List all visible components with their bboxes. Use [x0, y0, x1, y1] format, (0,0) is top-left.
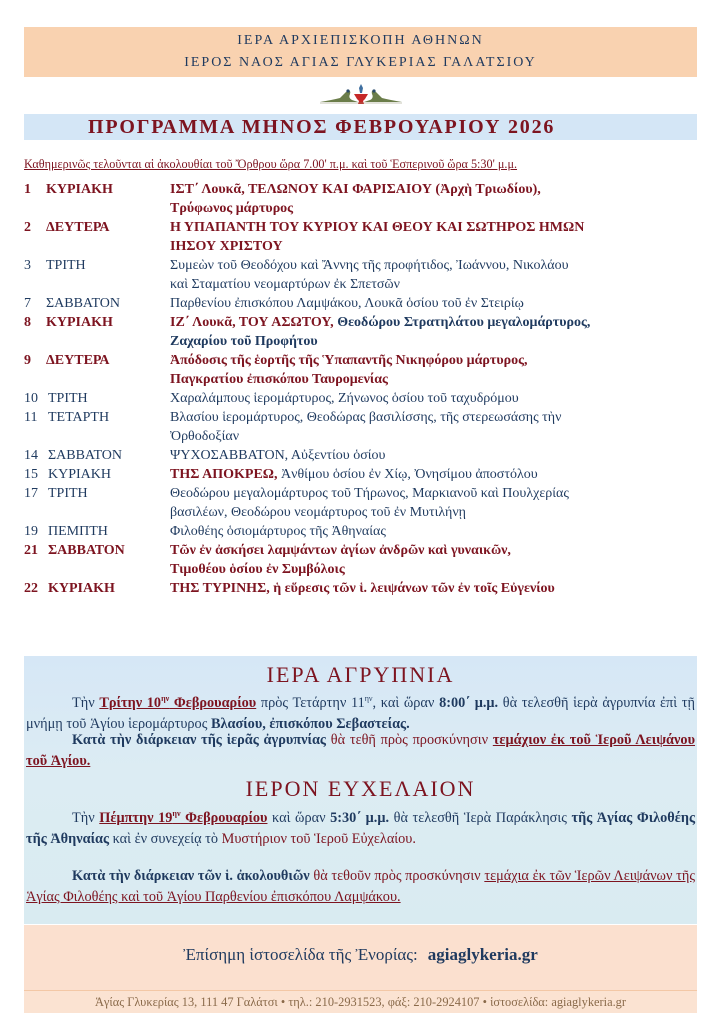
celebration-line — [170, 484, 710, 503]
weekday: ΤΡΙΤΗ — [48, 391, 88, 406]
schedule-row — [24, 541, 704, 579]
celebration-line — [170, 294, 710, 313]
weekday: ΣΑΒΒΑΤΟΝ — [48, 448, 123, 463]
weekday: ΚΥΡΙΑΚΗ — [48, 467, 111, 482]
celebration — [170, 446, 710, 465]
unction-paragraph-1 — [26, 803, 695, 850]
celebration — [170, 465, 710, 484]
text: πρὸς Τετάρτην 11 — [256, 694, 365, 711]
superscript: ην — [161, 694, 170, 703]
text: θὰ τεθοῦν πρὸς προσκύνησιν — [313, 868, 485, 884]
day-number: 11 — [24, 410, 38, 425]
text-segment: Ὀρθοδοξίαν — [170, 429, 240, 444]
unction-section — [24, 774, 697, 924]
schedule-row — [24, 408, 704, 446]
schedule-row — [24, 446, 704, 465]
celebration — [170, 256, 710, 294]
text-segment: Τρύφωνος μάρτυρος — [170, 201, 294, 216]
unction-title: ΙΕΡΟΝ ΕΥΧΕΛΑΙΟΝ — [245, 776, 476, 801]
celebration — [170, 522, 710, 541]
weekday: ΚΥΡΙΑΚΗ — [46, 315, 113, 330]
weekday: ΣΑΒΒΑΤΟΝ — [46, 296, 121, 311]
text-segment: ΙΖ΄ Λουκᾶ, ΤΟΥ ΑΣΩΤΟΥ, — [170, 315, 334, 330]
weekday: ΤΡΙΤΗ — [46, 258, 86, 273]
celebration-line — [170, 522, 710, 541]
day-number: 22 — [24, 581, 38, 596]
schedule-row — [24, 579, 704, 598]
text-segment: ΙΗΣΟΥ ΧΡΙΣΤΟΥ — [170, 239, 283, 254]
vigil-paragraph-2 — [26, 730, 695, 772]
footer-phone: τηλ.: 210-2931523, φάξ: 210-2924107 — [288, 995, 480, 1009]
text-segment: βασιλέων, Θεοδώρου νεομάρτυρος τοῦ ἐν Μυτιλήνῃ — [170, 505, 467, 520]
text: Τρίτην 10 — [99, 694, 162, 711]
schedule-row — [24, 313, 704, 351]
vigil-title: ΙΕΡΑ ΑΓΡΥΠΝΙΑ — [266, 662, 455, 687]
schedule-row — [24, 389, 704, 408]
unction-time: 5:30΄ μ.μ. — [330, 809, 390, 826]
weekday: ΠΕΜΠΤΗ — [48, 524, 108, 539]
daily-services-note: Καθημερινῶς τελοῦνται αἱ ἀκολουθίαι τοῦ Ὄρθρου ὥρα 7.00' π.μ. καὶ τοῦ Ἑσπερινοῦ ὥρα 5:30' μ.μ. — [24, 157, 518, 171]
website-link[interactable]: agiaglykeria.gr — [427, 945, 538, 964]
celebration-line — [170, 446, 710, 465]
schedule-row — [24, 351, 704, 389]
schedule-list — [24, 180, 704, 598]
text-segment: Ἀνθίμου ὁσίου ἐν Χίῳ, Ὀνησίμου ἀποστόλου — [277, 467, 538, 482]
text-segment: Θεοδώρου Στρατηλάτου μεγαλομάρτυρος, — [333, 315, 591, 330]
text: καὶ ἐν συνεχείᾳ τὸ — [109, 830, 222, 847]
celebration-line — [170, 408, 710, 427]
schedule-row — [24, 465, 704, 484]
website-label: Ἐπίσημη ἱστοσελίδα τῆς Ἐνορίας: — [183, 945, 418, 964]
day-number: 8 — [24, 315, 31, 330]
text: Κατὰ τὴν διάρκειαν τῶν ἱ. ἀκολουθιῶν — [72, 868, 314, 884]
schedule-row — [24, 218, 704, 256]
day-number: 19 — [24, 524, 38, 539]
celebration — [170, 541, 710, 579]
archdiocese-name: ΙΕΡΑ ΑΡΧΙΕΠΙΣΚΟΠΗ ΑΘΗΝΩΝ — [237, 33, 484, 48]
website-banner — [24, 925, 697, 990]
text-segment: Ἀπόδοσις τῆς ἑορτῆς τῆς Ὑπαπαντῆς Νικηφόρου μάρτυρος, — [170, 353, 528, 368]
day-number: 15 — [24, 467, 38, 482]
celebration — [170, 484, 710, 522]
schedule-row — [24, 484, 704, 522]
text-segment: ΙΣΤ΄ Λουκᾶ, ΤΕΛΩΝΟΥ ΚΑΙ ΦΑΡΙΣΑΙΟΥ (Ἀρχὴ Τριωδίου), — [170, 182, 541, 197]
celebration-line — [170, 218, 710, 237]
celebration-line — [170, 180, 710, 199]
celebration — [170, 218, 710, 256]
relic-note: τεμάχια ἐκ τῶν Ἱερῶν Λειψάνων τῆς Ἁγίας Φιλοθέης καὶ τοῦ Ἁγίου Παρθενίου ἐπισκόπου Λαμψάκου. — [26, 868, 695, 905]
text-segment: ΨΥΧΟΣΑΒΒΑΤΟΝ, Αὐξεντίου ὁσίου — [170, 448, 386, 463]
vigil-saint: Βλασίου, ἐπισκόπου Σεβαστείας. — [210, 715, 410, 732]
celebration-line — [170, 503, 710, 522]
superscript: ην — [172, 809, 181, 818]
text-segment: Παρθενίου ἐπισκόπου Λαμψάκου, Λουκᾶ ὁσίου τοῦ ἐν Στειρίῳ — [170, 296, 524, 311]
celebration — [170, 408, 710, 446]
celebration-line — [170, 351, 710, 370]
text: Τὴν — [72, 694, 100, 711]
celebration-line — [170, 541, 710, 560]
celebration-line — [170, 237, 710, 256]
celebration-line — [170, 370, 710, 389]
celebration-line — [170, 560, 710, 579]
text-segment: Χαραλάμπους ἱερομάρτυρος, Ζήνωνος ὁσίου τοῦ ταχυδρόμου — [170, 391, 519, 406]
relic-note: τεμάχιον ἐκ τοῦ Ἱεροῦ Λειψάνου τοῦ Ἁγίου. — [26, 732, 695, 769]
text-segment: Η ΥΠΑΠΑΝΤΗ ΤΟΥ ΚΥΡΙΟΥ ΚΑΙ ΘΕΟΥ ΚΑΙ ΣΩΤΗΡΟΣ ΗΜΩΝ — [170, 220, 585, 235]
text: Φεβρουαρίου — [180, 809, 268, 826]
celebration-line — [170, 465, 710, 484]
text-segment: Ζαχαρίου τοῦ Προφήτου — [170, 334, 318, 349]
celebration-line — [170, 256, 710, 275]
text: , καὶ ὥραν — [372, 694, 440, 711]
day-number: 2 — [24, 220, 31, 235]
text-segment: Τῶν ἐν ἀσκήσει λαμψάντων ἁγίων ἀνδρῶν καὶ γυναικῶν, — [170, 543, 511, 558]
vigil-date — [99, 695, 256, 711]
celebration-line — [170, 427, 710, 446]
celebration — [170, 313, 710, 351]
parish-name: ΙΕΡΟΣ ΝΑΟΣ ΑΓΙΑΣ ΓΛΥΚΕΡΙΑΣ ΓΑΛΑΤΣΙΟΥ — [184, 55, 537, 70]
text: θὰ τελεσθῆ ἱερὰ ἀγρυπνία ἐπὶ τῇ μνήμῃ τοῦ Ἁγίου ἱερομάρτυρος — [26, 694, 696, 732]
text: θὰ τεθῆ πρὸς προσκύνησιν — [330, 732, 493, 748]
text: καὶ ὥραν — [267, 809, 331, 826]
text-segment: Παγκρατίου ἐπισκόπου Ταυρομενίας — [170, 372, 388, 387]
footer-address: Ἁγίας Γλυκερίας 13, 111 47 Γαλάτσι — [94, 995, 278, 1009]
schedule-row — [24, 180, 704, 218]
text-segment: Θεοδώρου μεγαλομάρτυρος τοῦ Τήρωνος, Μαρκιανοῦ καὶ Πουλχερίας — [170, 486, 569, 501]
text: Πέμπτην 19 — [99, 809, 173, 826]
page-title: ΠΡΟΓΡΑΜΜΑ ΜΗΝΟΣ ΦΕΒΡΟΥΑΡΙΟΥ 2026 — [88, 116, 556, 138]
vigil-paragraph-1 — [26, 688, 695, 735]
text-segment: ΤΗΣ ΑΠΟΚΡΕΩ, — [170, 467, 278, 482]
superscript: ην — [364, 694, 373, 703]
text-segment: ΤΗΣ ΤΥΡΙΝΗΣ, ἡ εὕρεσις τῶν ἱ. λειψάνων τῶν ἐν τοῖς Εὐγενίου — [170, 581, 555, 596]
celebration — [170, 351, 710, 389]
text: Τὴν — [72, 809, 100, 826]
text-segment: καὶ Σταματίου νεομαρτύρων ἐκ Σπετσῶν — [170, 277, 400, 292]
text: θὰ τελεσθῆ Ἱερὰ Παράκλησις — [389, 809, 572, 826]
unction-paragraph-2 — [26, 866, 695, 908]
website-line — [24, 945, 697, 965]
text: Κατὰ τὴν διάρκειαν τῆς ἱερᾶς ἀγρυπνίας — [72, 732, 331, 748]
peacocks-chalice-icon — [318, 82, 404, 106]
celebration-line — [170, 313, 710, 332]
separator-bullet: • — [280, 995, 286, 1009]
weekday: ΤΡΙΤΗ — [48, 486, 88, 501]
celebration-line — [170, 275, 710, 294]
day-number: 1 — [24, 182, 31, 197]
text-segment: Τιμοθέου ὁσίου ἐν Συμβόλοις — [170, 562, 345, 577]
weekday: ΚΥΡΙΑΚΗ — [48, 581, 115, 596]
text-segment: Βλασίου ἱερομάρτυρος, Θεοδώρας βασιλίσσης, τῆς στερεωσάσης τὴν — [170, 410, 562, 425]
schedule-row — [24, 522, 704, 541]
weekday: ΔΕΥΤΕΡΑ — [46, 220, 110, 235]
footer — [24, 990, 697, 1013]
day-number: 21 — [24, 543, 38, 558]
celebration — [170, 180, 710, 218]
day-number: 3 — [24, 258, 31, 273]
celebration-line — [170, 199, 710, 218]
text-segment: Φιλοθέης ὁσιομάρτυρος τῆς Ἀθηναίας — [170, 524, 386, 539]
celebration — [170, 579, 710, 598]
text-segment: Συμεὼν τοῦ Θεοδόχου καὶ Ἄννης τῆς προφήτιδος, Ἰωάννου, Νικολάου — [170, 258, 569, 273]
day-number: 14 — [24, 448, 38, 463]
day-number: 17 — [24, 486, 38, 501]
unction-saint: τῆς Ἁγίας Φιλοθέης τῆς Ἀθηναίας — [26, 809, 696, 847]
header-banner — [24, 27, 697, 77]
unction-date — [99, 810, 267, 826]
celebration-line — [170, 389, 710, 408]
celebration — [170, 294, 710, 313]
weekday: ΤΕΤΑΡΤΗ — [48, 410, 110, 425]
day-number: 7 — [24, 296, 31, 311]
text: Φεβρουαρίου — [169, 694, 257, 711]
schedule-row — [24, 256, 704, 294]
footer-website: ἱστοσελίδα: agiaglykeria.gr — [490, 995, 626, 1009]
vigil-section — [24, 656, 697, 774]
weekday: ΔΕΥΤΕΡΑ — [46, 353, 110, 368]
day-number: 9 — [24, 353, 31, 368]
title-banner — [24, 114, 697, 140]
celebration-line — [170, 332, 710, 351]
separator-bullet: • — [482, 995, 487, 1009]
celebration — [170, 389, 710, 408]
mystery-name: Μυστήριον τοῦ Ἱεροῦ Εὐχελαίου. — [221, 830, 416, 847]
day-number: 10 — [24, 391, 38, 406]
vigil-time: 8:00΄ μ.μ. — [439, 694, 499, 711]
weekday: ΚΥΡΙΑΚΗ — [46, 182, 113, 197]
schedule-row — [24, 294, 704, 313]
weekday: ΣΑΒΒΑΤΟΝ — [48, 543, 125, 558]
celebration-line — [170, 579, 710, 598]
